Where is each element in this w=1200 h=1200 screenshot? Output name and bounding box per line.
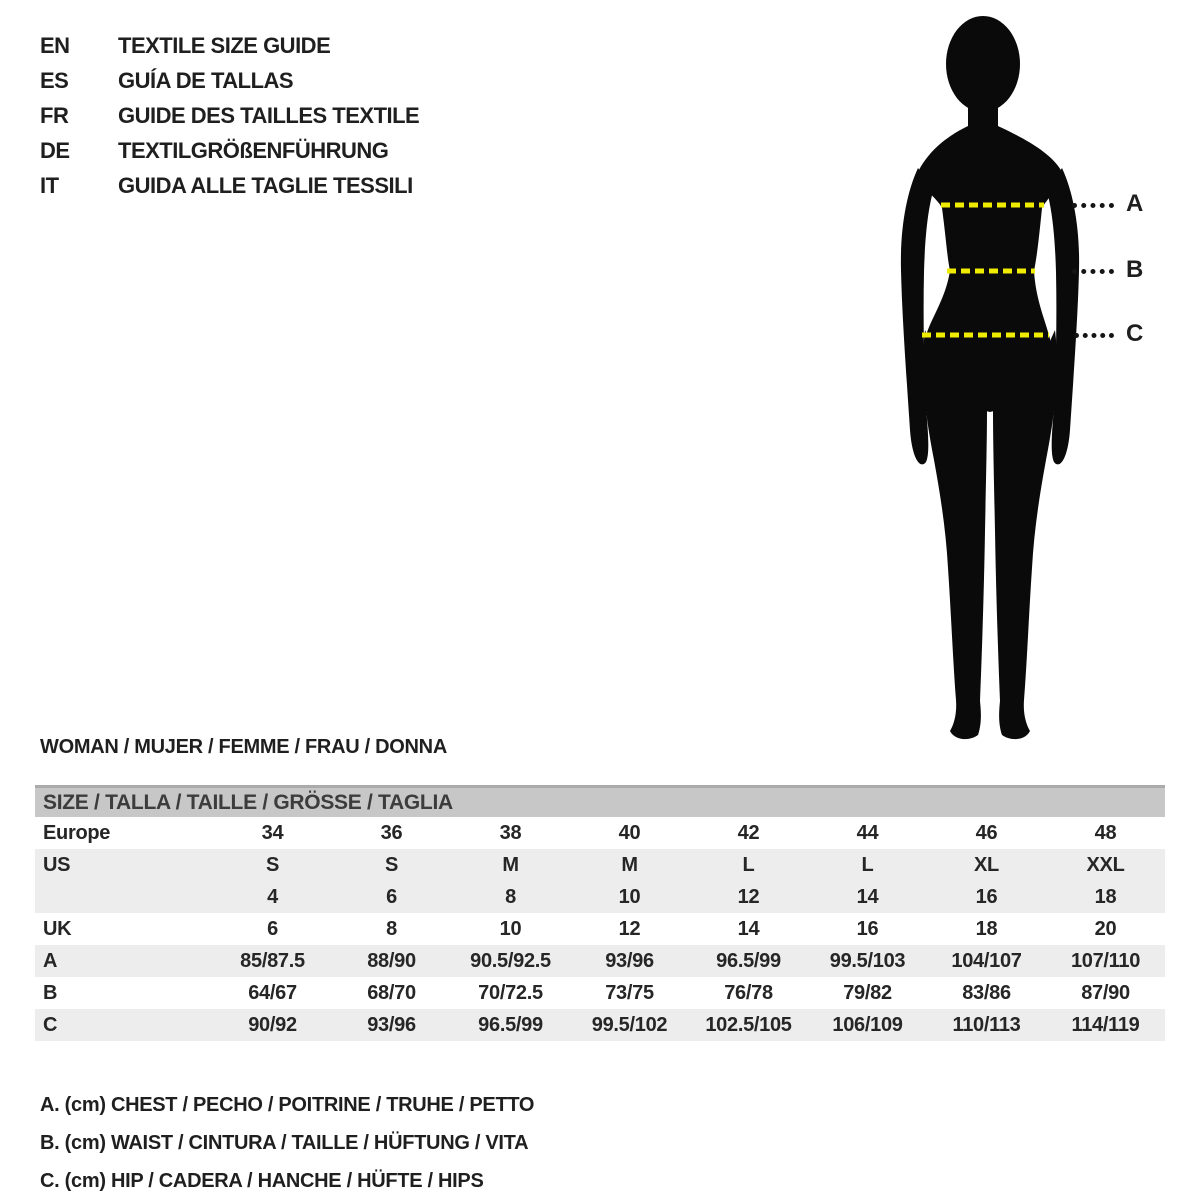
- guide-title: GUIDE DES TAILLES TEXTILE: [118, 102, 420, 128]
- chest-leader-line: [1072, 203, 1114, 208]
- size-cell: 114/119: [1071, 1013, 1140, 1036]
- language-code: DE: [40, 137, 70, 163]
- guide-title: GUÍA DE TALLAS: [118, 67, 294, 93]
- table-row-us: [35, 849, 1165, 881]
- table-row-us-numeric: [35, 881, 1165, 913]
- size-cell: 93/96: [367, 1013, 416, 1036]
- size-cell: 99.5/103: [829, 949, 906, 972]
- size-cell: 16: [856, 917, 879, 940]
- size-cell: S: [265, 853, 280, 876]
- size-cell: 93/96: [605, 949, 654, 972]
- size-cell: XXL: [1086, 853, 1125, 876]
- row-label: US: [43, 853, 71, 876]
- size-cell: 107/110: [1070, 949, 1141, 972]
- size-cell: 12: [737, 885, 760, 908]
- size-cell: 46: [975, 821, 998, 844]
- size-cell: M: [621, 853, 638, 876]
- size-cell: 73/75: [605, 981, 654, 1004]
- size-cell: 83/86: [962, 981, 1011, 1004]
- size-cell: 96.5/99: [478, 1013, 543, 1036]
- language-code: EN: [40, 32, 70, 58]
- row-label: B: [43, 981, 58, 1004]
- row-label: C: [43, 1013, 58, 1036]
- size-cell: 36: [380, 821, 403, 844]
- row-label: Europe: [43, 821, 111, 844]
- size-table: [35, 785, 1165, 1041]
- size-cell: 106/109: [832, 1013, 903, 1036]
- hip-leader-line: [1074, 333, 1114, 338]
- size-cell: 79/82: [843, 981, 892, 1004]
- woman-silhouette: [895, 10, 1085, 741]
- size-cell: 14: [737, 917, 760, 940]
- size-cell: 44: [856, 821, 879, 844]
- size-cell: 16: [975, 885, 998, 908]
- language-row: [40, 63, 419, 98]
- size-cell: 4: [267, 885, 278, 908]
- table-row-hip-c: [35, 1009, 1165, 1041]
- marker-label-c: C: [1126, 320, 1144, 347]
- table-row-chest-a: [35, 945, 1165, 977]
- size-cell: 34: [261, 821, 284, 844]
- size-cell: L: [742, 853, 755, 876]
- legend-line-hip: C. (cm) HIP / CADERA / HANCHE / HÜFTE / HIPS: [40, 1170, 484, 1192]
- size-cell: 10: [499, 917, 522, 940]
- size-cell: 8: [386, 917, 397, 940]
- marker-label-b: B: [1126, 256, 1144, 283]
- gender-section-title: WOMAN / MUJER / FEMME / FRAU / DONNA: [40, 736, 447, 758]
- table-row-waist-b: [35, 977, 1165, 1009]
- size-cell: 12: [618, 917, 641, 940]
- size-cell: 99.5/102: [591, 1013, 668, 1036]
- size-cell: 42: [737, 821, 760, 844]
- size-cell: 6: [267, 917, 278, 940]
- waist-leader-line: [1072, 269, 1114, 274]
- language-code: IT: [40, 172, 59, 198]
- size-cell: 18: [1094, 885, 1117, 908]
- language-row: [40, 133, 419, 168]
- table-row-europe: [35, 817, 1165, 849]
- size-cell: L: [861, 853, 874, 876]
- language-code: FR: [40, 102, 69, 128]
- size-cell: 70/72.5: [478, 981, 543, 1004]
- size-cell: 48: [1094, 821, 1117, 844]
- size-cell: 76/78: [724, 981, 773, 1004]
- size-cell: 8: [505, 885, 516, 908]
- size-cell: 90.5/92.5: [470, 949, 551, 972]
- size-cell: 68/70: [367, 981, 416, 1004]
- size-cell: 20: [1094, 917, 1117, 940]
- size-cell: 64/67: [248, 981, 297, 1004]
- size-cell: 102.5/105: [705, 1013, 792, 1036]
- size-cell: 14: [856, 885, 879, 908]
- language-code: ES: [40, 67, 69, 93]
- size-cell: 85/87.5: [240, 949, 305, 972]
- legend-line-chest: A. (cm) CHEST / PECHO / POITRINE / TRUHE / PETTO: [40, 1094, 535, 1116]
- marker-label-a: A: [1126, 190, 1144, 217]
- guide-title: GUIDA ALLE TAGLIE TESSILI: [118, 172, 413, 198]
- size-cell: S: [384, 853, 399, 876]
- language-row: [40, 168, 419, 203]
- language-row: [40, 28, 419, 63]
- size-cell: M: [502, 853, 519, 876]
- language-row: [40, 98, 419, 133]
- row-label: UK: [43, 917, 72, 940]
- language-title-list: [40, 28, 419, 203]
- size-cell: 110/113: [952, 1013, 1021, 1036]
- size-cell: 6: [386, 885, 397, 908]
- size-table-header: SIZE / TALLA / TAILLE / GRÖSSE / TAGLIA: [35, 785, 1165, 817]
- size-cell: 90/92: [248, 1013, 297, 1036]
- table-row-uk: [35, 913, 1165, 945]
- size-cell: 38: [499, 821, 522, 844]
- size-cell: 10: [618, 885, 641, 908]
- size-cell: XL: [974, 853, 999, 876]
- legend-line-waist: B. (cm) WAIST / CINTURA / TAILLE / HÜFTUNG / VITA: [40, 1132, 529, 1154]
- guide-title: TEXTILGRÖßENFÜHRUNG: [118, 137, 389, 163]
- guide-title: TEXTILE SIZE GUIDE: [118, 32, 331, 58]
- size-cell: 104/107: [951, 949, 1022, 972]
- size-cell: 96.5/99: [716, 949, 781, 972]
- measurement-legend: [40, 1086, 534, 1200]
- size-cell: 18: [975, 917, 998, 940]
- size-cell: 40: [618, 821, 641, 844]
- row-label: A: [43, 949, 58, 972]
- size-cell: 88/90: [367, 949, 416, 972]
- size-cell: 87/90: [1081, 981, 1130, 1004]
